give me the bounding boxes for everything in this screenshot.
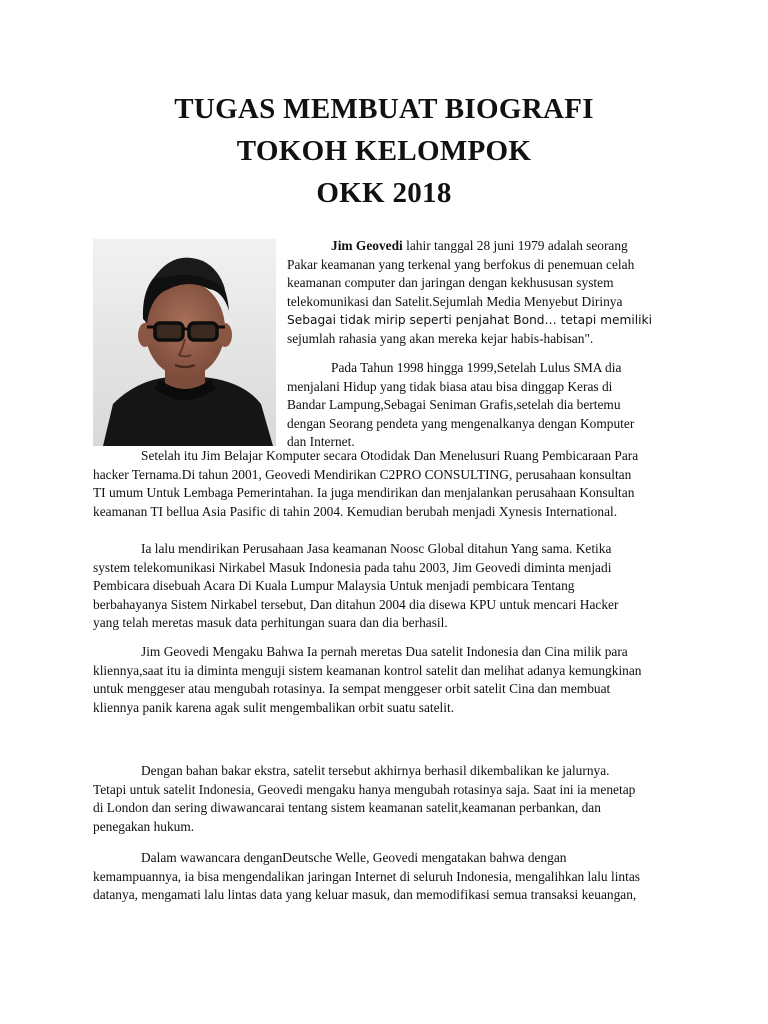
paragraph-1	[287, 237, 652, 349]
portrait-photo	[93, 239, 276, 446]
para3-line-1: Setelah itu Jim Belajar Komputer secara Otodidak Dan Menelusuri Ruang Pembicaraan Para	[141, 448, 639, 463]
para2-line-1: Pada Tahun 1998 hingga 1999,Setelah Lulus SMA dia	[331, 360, 622, 375]
para2-line-5: dan Internet.	[287, 434, 355, 450]
document-title	[0, 88, 768, 214]
para6-line-3: di London dan sering diwawancarai tentang sistem keamanan satelit,keamanan perbankan, dan	[93, 800, 601, 816]
para5-line-4: kliennya panik karena agak sulit mengembalikan orbit suatu satelit.	[93, 699, 455, 715]
para7-line-2: kemampuannya, ia bisa mengendalikan jaringan Internet di seluruh Indonesia, mengalihkan lalu lintas	[93, 868, 640, 884]
title-line-1: TUGAS MEMBUAT BIOGRAFI	[174, 93, 594, 125]
title-line-2: TOKOH KELOMPOK	[236, 135, 532, 167]
para6-line-1: Dengan bahan bakar ekstra, satelit tersebut akhirnya berhasil dikembalikan ke jalurnya.	[141, 763, 610, 778]
para5-line-2: kliennya,saat itu ia diminta menguji sistem keamanan kontrol satelit dan melihat adanya kemungkinan	[93, 662, 642, 678]
para3-line-3: TI umum Untuk Lembaga Pemerintahan. Ia juga mendirikan dan menjalankan perusahaan Konsultan	[93, 485, 635, 501]
para5-line-1: Jim Geovedi Mengaku Bahwa Ia pernah meretas Dua satelit Indonesia dan Cina milik para	[141, 644, 628, 659]
paragraph-2	[287, 359, 634, 452]
para2-line-2: menjalani Hidup yang tidak biasa atau bisa dinggap Keras di	[287, 378, 613, 394]
para6-line-2: Tetapi untuk satelit Indonesia, Geovedi mengaku hanya mengubah rotasinya saja. Saat ini ia menetap	[93, 781, 636, 797]
para4-line-3: Pembicara disebuah Acara Di Kuala Lumpur Malaysia Untuk menjadi pembicara Tentang	[93, 578, 575, 594]
para1-line-3: keamanan computer dan jaringan dengan kekhususan system	[287, 275, 614, 291]
para5-line-3: untuk menggeser atau mengubah rotasinya. Ia sempat menggeser orbit satelit Cina dan membuat	[93, 681, 611, 697]
subject-name: Jim Geovedi	[331, 238, 403, 253]
para7-line-3: datanya, mengamati lalu lintas data yang keluar masuk, dan memodifikasi semua transaksi keuangan,	[93, 887, 637, 903]
para4-line-4: berbahayanya Sistem Nirkabel tersebut, Dan ditahun 2004 dia disewa KPU untuk mencari Hacker	[93, 596, 619, 612]
paragraph-7	[93, 849, 640, 905]
paragraph-6	[93, 762, 635, 836]
para1-line-2: Pakar keamanan yang terkenal yang berfokus di penemuan celah	[287, 256, 635, 272]
para4-line-5: yang telah meretas masuk data perhitungan suara dan dia berhasil.	[93, 615, 448, 631]
para1-line-1: Jim Geovedi lahir tanggal 28 juni 1979 adalah seorang	[331, 238, 628, 253]
title-line-3: OKK 2018	[316, 177, 452, 209]
paragraph-4	[93, 540, 618, 633]
para1-line-4: telekomunikasi dan Satelit.Sejumlah Media Menyebut Dirinya	[287, 293, 623, 309]
para4-line-1: Ia lalu mendirikan Perusahaan Jasa keamanan Noosc Global ditahun Yang sama. Ketika	[141, 541, 612, 556]
para7-line-1: Dalam wawancara denganDeutsche Welle, Geovedi mengatakan bahwa dengan	[141, 850, 567, 865]
para3-line-2: hacker Ternama.Di tahun 2001, Geovedi Mendirikan C2PRO CONSULTING, perusahaan konsultan	[93, 466, 632, 482]
para1-line-6: sejumlah rahasia yang akan mereka kejar habis-habisan".	[287, 330, 594, 346]
para2-line-3: Bandar Lampung,Sebagai Seniman Grafis,setelah dia bertemu	[287, 397, 621, 413]
para1-line-5: Sebagai tidak mirip seperti penjahat Bond… tetapi memiliki	[287, 313, 652, 328]
paragraph-3	[93, 447, 638, 521]
para6-line-4: penegakan hukum.	[93, 818, 195, 834]
para3-line-4: keamanan TI bellua Asia Pasific di tahin 2004. Kemudian berubah menjadi Xynesis International.	[93, 503, 618, 519]
para2-line-4: dengan Seorang pendeta yang mengenalkanya dengan Komputer	[287, 415, 635, 431]
para4-line-2: system telekomunikasi Nirkabel Masuk Indonesia pada tahu 2003, Jim Geovedi diminta menjadi	[93, 559, 612, 575]
paragraph-5	[93, 643, 642, 717]
